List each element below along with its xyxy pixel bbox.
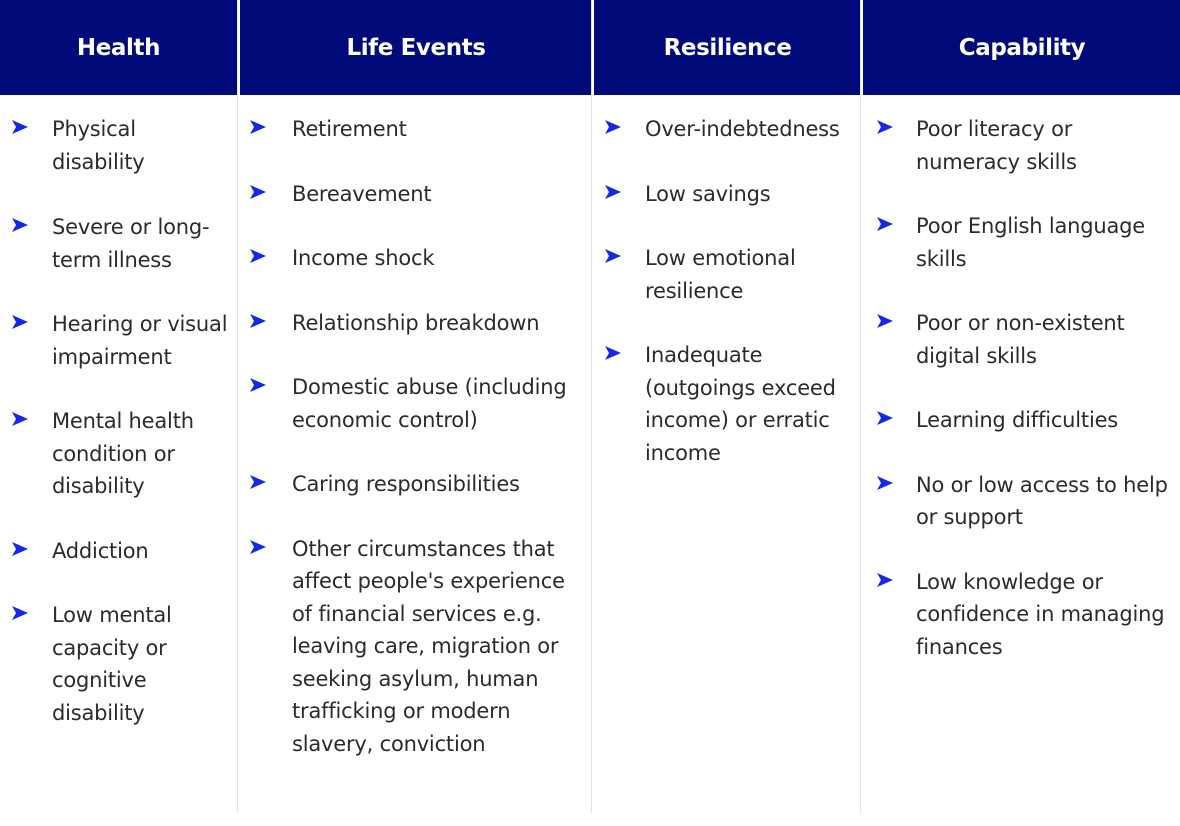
list-item-text: Low savings (645, 181, 771, 206)
arrowhead-right-icon (876, 475, 894, 495)
list-item (52, 308, 229, 373)
list-item (52, 535, 229, 568)
list-item-text: Poor or non-existent digital skills (916, 311, 1125, 368)
arrowhead-right-icon (11, 411, 29, 431)
arrowhead-right-icon (604, 119, 622, 139)
arrowhead-right-icon (604, 248, 622, 268)
list-item (292, 307, 584, 340)
list-item (292, 113, 584, 146)
column-header-capability: Capability (861, 0, 1180, 95)
list-item-text: Addiction (52, 538, 149, 563)
list-item (52, 211, 229, 276)
arrowhead-right-icon (249, 313, 267, 333)
arrowhead-right-icon (11, 119, 29, 139)
list-item (645, 242, 853, 307)
list-item (916, 210, 1175, 275)
list-item (645, 178, 853, 211)
list-item-text: Hearing or visual impairment (52, 312, 228, 369)
arrowhead-right-icon (11, 217, 29, 237)
arrowhead-right-icon (249, 377, 267, 397)
column-list-health (0, 0, 237, 729)
list-item-text: Poor literacy or numeracy skills (916, 117, 1077, 174)
list-item-text: Inadequate (outgoings exceed income) or erratic income (645, 343, 836, 465)
list-item-text: Relationship breakdown (292, 310, 540, 335)
arrowhead-right-icon (876, 410, 894, 430)
column-list-resilience (592, 0, 861, 469)
list-item (52, 113, 229, 178)
list-item (52, 405, 229, 503)
list-item-text: Physical disability (52, 117, 145, 174)
list-item (645, 113, 853, 146)
list-item-text: Mental health condition or disability (52, 409, 194, 498)
list-item-text: Low mental capacity or cognitive disability (52, 603, 172, 725)
list-item (916, 469, 1175, 534)
column-capability (860, 0, 1180, 814)
list-item-text: Over-indebtedness (645, 117, 840, 141)
column-header-life-events: Life Events (238, 0, 592, 95)
arrowhead-right-icon (876, 313, 894, 333)
arrowhead-right-icon (604, 184, 622, 204)
arrowhead-right-icon (249, 474, 267, 494)
column-header-health: Health (0, 0, 237, 95)
list-item-text: Poor English language skills (916, 214, 1145, 271)
list-item (916, 566, 1175, 664)
arrowhead-right-icon (249, 539, 267, 559)
list-item (292, 533, 584, 761)
list-item-text: Income shock (292, 246, 435, 270)
arrowhead-right-icon (876, 216, 894, 236)
arrowhead-right-icon (249, 248, 267, 268)
column-list-life-events (238, 0, 592, 760)
column-resilience (591, 0, 861, 814)
arrowhead-right-icon (604, 345, 622, 365)
list-item (916, 307, 1175, 372)
list-item (645, 339, 853, 469)
column-header-resilience: Resilience (592, 0, 861, 95)
list-item-text: Other circumstances that affect people's experience of financial services e.g. leaving care, migration or seeking asylum, human trafficking or modern slavery, conviction (292, 536, 565, 756)
arrowhead-right-icon (11, 314, 29, 334)
list-item (916, 404, 1175, 437)
list-item (916, 113, 1175, 178)
list-item-text: Retirement (292, 117, 407, 141)
list-item-text: Low knowledge or confidence in managing finances (916, 569, 1165, 659)
list-item (292, 178, 584, 211)
column-health (0, 0, 237, 814)
list-item (292, 242, 584, 275)
list-item (292, 468, 584, 501)
column-life-events (237, 0, 592, 814)
list-item-text: Caring responsibilities (292, 472, 520, 496)
arrowhead-right-icon (11, 541, 29, 561)
column-list-capability (861, 0, 1180, 663)
arrowhead-right-icon (876, 119, 894, 139)
list-item-text: Bereavement (292, 181, 432, 206)
arrowhead-right-icon (249, 119, 267, 139)
arrowhead-right-icon (876, 572, 894, 592)
list-item (292, 371, 584, 436)
list-item-text: Severe or long-term illness (52, 215, 210, 272)
list-item-text: Learning difficulties (916, 408, 1119, 432)
list-item-text: No or low access to help or support (916, 472, 1168, 529)
list-item-text: Low emotional resilience (645, 246, 796, 303)
arrowhead-right-icon (11, 605, 29, 625)
list-item (52, 599, 229, 729)
arrowhead-right-icon (249, 184, 267, 204)
list-item-text: Domestic abuse (including economic control) (292, 375, 567, 432)
